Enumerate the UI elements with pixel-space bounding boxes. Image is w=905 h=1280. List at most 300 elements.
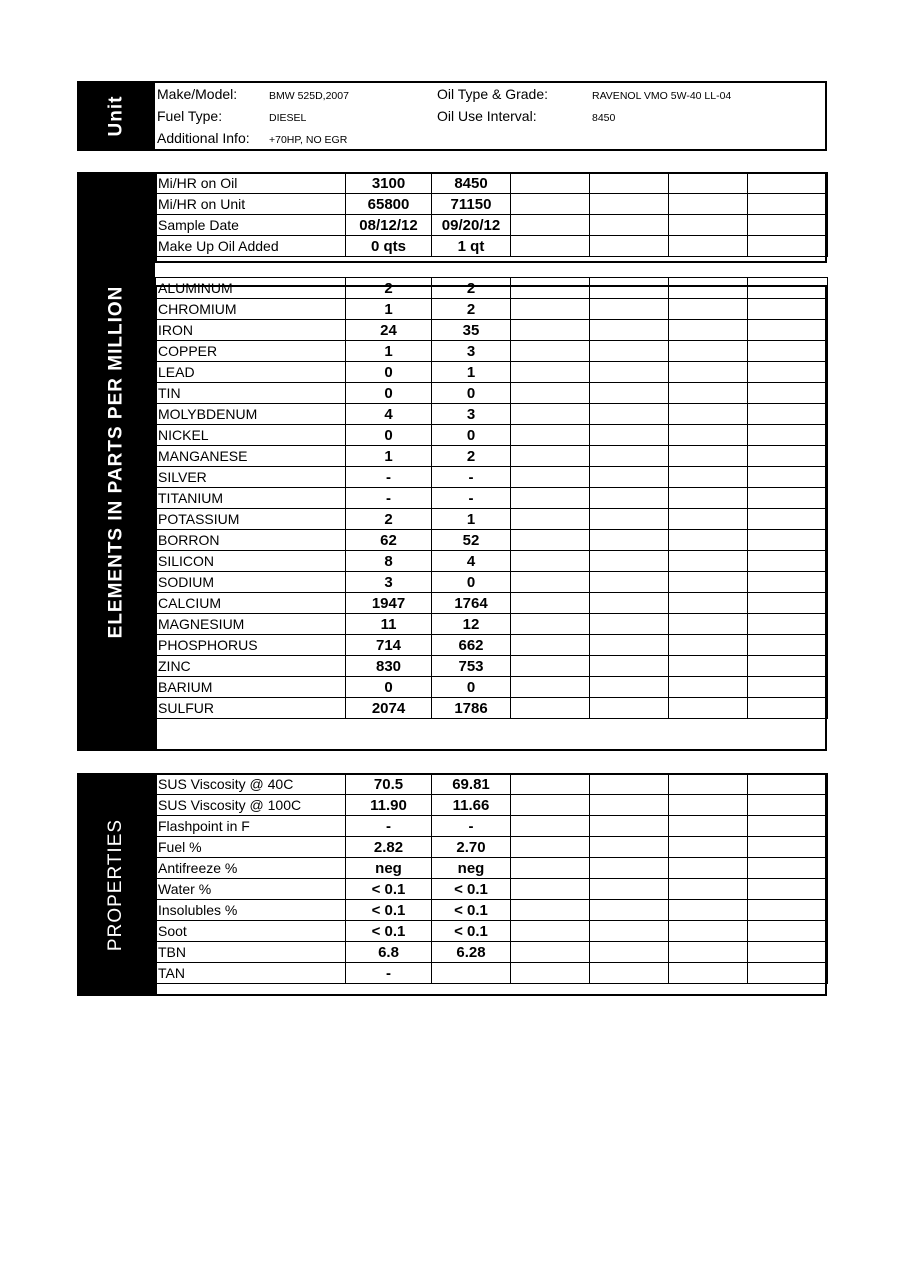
sample-value-4 <box>590 795 669 816</box>
sample-value-2: 1 <box>432 362 511 383</box>
row-label: CALCIUM <box>156 593 346 614</box>
property-row <box>156 837 828 858</box>
sample-value-2: 1 <box>432 509 511 530</box>
row-label: BORRON <box>156 530 346 551</box>
sample-value-6 <box>748 900 828 921</box>
sample-value-1: neg <box>346 858 432 879</box>
sample-value-5 <box>669 774 748 795</box>
sample-value-5 <box>669 509 748 530</box>
sample-value-2: 3 <box>432 404 511 425</box>
sample-value-4 <box>590 425 669 446</box>
row-label: SUS Viscosity @ 100C <box>156 795 346 816</box>
element-row <box>156 488 828 509</box>
row-label: ALUMINUM <box>156 278 346 299</box>
property-row <box>156 858 828 879</box>
row-label: Insolubles % <box>156 900 346 921</box>
sample-value-4 <box>590 698 669 719</box>
sample-value-5 <box>669 341 748 362</box>
row-label: TITANIUM <box>156 488 346 509</box>
row-label: Sample Date <box>156 215 346 236</box>
sample-value-1: 65800 <box>346 194 432 215</box>
sample-value-4 <box>590 299 669 320</box>
sample-value-1: 0 <box>346 425 432 446</box>
sample-value-4 <box>590 467 669 488</box>
sample-value-6 <box>748 677 828 698</box>
sample-value-5 <box>669 278 748 299</box>
row-label: NICKEL <box>156 425 346 446</box>
sample-value-6 <box>748 446 828 467</box>
spacer-cell <box>156 257 828 278</box>
sample-value-2: 0 <box>432 572 511 593</box>
sample-value-2: 4 <box>432 551 511 572</box>
sample-value-3 <box>511 530 590 551</box>
sample-value-2: 69.81 <box>432 774 511 795</box>
element-row <box>156 593 828 614</box>
sample-value-5 <box>669 446 748 467</box>
sample-value-1: - <box>346 816 432 837</box>
sample-value-3 <box>511 362 590 383</box>
sample-value-5 <box>669 858 748 879</box>
sample-value-2: 2 <box>432 446 511 467</box>
sample-value-4 <box>590 656 669 677</box>
sample-value-2: 71150 <box>432 194 511 215</box>
sample-value-6 <box>748 383 828 404</box>
element-row <box>156 383 828 404</box>
sample-value-6 <box>748 530 828 551</box>
sample-value-4 <box>590 837 669 858</box>
sample-value-4 <box>590 879 669 900</box>
sample-value-5 <box>669 879 748 900</box>
sample-value-5 <box>669 236 748 257</box>
sample-value-4 <box>590 572 669 593</box>
sample-value-1: 0 <box>346 677 432 698</box>
sample-value-2: neg <box>432 858 511 879</box>
sample-value-3 <box>511 488 590 509</box>
sample-value-3 <box>511 614 590 635</box>
sample-value-4 <box>590 194 669 215</box>
row-label: BARIUM <box>156 677 346 698</box>
row-label: Mi/HR on Unit <box>156 194 346 215</box>
sample-value-3 <box>511 816 590 837</box>
sample-value-4 <box>590 488 669 509</box>
property-row <box>156 942 828 963</box>
sample-value-5 <box>669 320 748 341</box>
sample-value-3 <box>511 795 590 816</box>
sample-value-5 <box>669 698 748 719</box>
sample-value-2: 0 <box>432 383 511 404</box>
element-row <box>156 509 828 530</box>
sample-value-6 <box>748 837 828 858</box>
sample-value-3 <box>511 963 590 984</box>
row-label: Antifreeze % <box>156 858 346 879</box>
sample-value-5 <box>669 963 748 984</box>
sample-value-5 <box>669 795 748 816</box>
row-label: MOLYBDENUM <box>156 404 346 425</box>
row-label: SILICON <box>156 551 346 572</box>
property-row <box>156 879 828 900</box>
sample-value-5 <box>669 173 748 194</box>
sample-info-row <box>156 215 828 236</box>
sample-value-5 <box>669 656 748 677</box>
sample-value-6 <box>748 299 828 320</box>
sample-value-1: 62 <box>346 530 432 551</box>
sample-value-6 <box>748 362 828 383</box>
sample-value-3 <box>511 173 590 194</box>
sample-value-1: 2 <box>346 278 432 299</box>
sample-value-3 <box>511 215 590 236</box>
additional-info-value: +70HP, NO EGR <box>269 134 348 146</box>
sample-value-5 <box>669 488 748 509</box>
sample-value-5 <box>669 593 748 614</box>
sample-value-5 <box>669 816 748 837</box>
row-label: Flashpoint in F <box>156 816 346 837</box>
sample-value-1: 08/12/12 <box>346 215 432 236</box>
sample-value-6 <box>748 795 828 816</box>
sample-value-6 <box>748 425 828 446</box>
sample-value-2: 0 <box>432 677 511 698</box>
sample-value-3 <box>511 635 590 656</box>
sample-value-4 <box>590 383 669 404</box>
property-row <box>156 816 828 837</box>
additional-info-label: Additional Info: <box>157 130 250 146</box>
sample-value-5 <box>669 635 748 656</box>
sample-value-3 <box>511 942 590 963</box>
sample-value-6 <box>748 858 828 879</box>
row-label: SODIUM <box>156 572 346 593</box>
sample-value-1: - <box>346 467 432 488</box>
row-label: PHOSPHORUS <box>156 635 346 656</box>
row-label: Mi/HR on Oil <box>156 173 346 194</box>
sample-value-2: 8450 <box>432 173 511 194</box>
sample-value-1: 24 <box>346 320 432 341</box>
sample-value-5 <box>669 677 748 698</box>
property-row <box>156 921 828 942</box>
unit-info-panel <box>155 81 827 151</box>
sample-value-4 <box>590 446 669 467</box>
sample-value-3 <box>511 774 590 795</box>
sample-value-4 <box>590 942 669 963</box>
sample-value-3 <box>511 341 590 362</box>
sample-value-4 <box>590 341 669 362</box>
elements-table <box>155 172 828 719</box>
properties-side-label: PROPERTIES <box>77 773 155 996</box>
sample-value-3 <box>511 677 590 698</box>
sample-value-5 <box>669 837 748 858</box>
property-row <box>156 795 828 816</box>
element-row <box>156 467 828 488</box>
sample-value-5 <box>669 215 748 236</box>
sample-value-1: 0 <box>346 362 432 383</box>
element-row <box>156 425 828 446</box>
sample-value-3 <box>511 921 590 942</box>
unit-side-label: Unit <box>77 81 155 151</box>
sample-value-2: - <box>432 816 511 837</box>
sample-value-1: 3 <box>346 572 432 593</box>
sample-value-3 <box>511 236 590 257</box>
sample-value-4 <box>590 593 669 614</box>
sample-value-6 <box>748 551 828 572</box>
sample-value-4 <box>590 278 669 299</box>
sample-value-2: 3 <box>432 341 511 362</box>
element-row <box>156 446 828 467</box>
sample-value-2: < 0.1 <box>432 921 511 942</box>
element-row <box>156 320 828 341</box>
sample-value-6 <box>748 320 828 341</box>
element-row <box>156 362 828 383</box>
row-label: TIN <box>156 383 346 404</box>
sample-value-5 <box>669 362 748 383</box>
sample-value-6 <box>748 921 828 942</box>
property-row <box>156 774 828 795</box>
sample-value-6 <box>748 173 828 194</box>
sample-value-5 <box>669 425 748 446</box>
sample-value-1: 1 <box>346 341 432 362</box>
row-label: SULFUR <box>156 698 346 719</box>
property-row <box>156 900 828 921</box>
sample-value-4 <box>590 635 669 656</box>
sample-value-3 <box>511 467 590 488</box>
sample-value-3 <box>511 900 590 921</box>
oil-type-label: Oil Type & Grade: <box>437 86 549 102</box>
row-label: POTASSIUM <box>156 509 346 530</box>
sample-value-6 <box>748 963 828 984</box>
sample-value-1: 1 <box>346 446 432 467</box>
sample-value-6 <box>748 341 828 362</box>
fuel-type-value: DIESEL <box>269 112 307 124</box>
sample-value-6 <box>748 879 828 900</box>
row-label: CHROMIUM <box>156 299 346 320</box>
sample-value-1: 2074 <box>346 698 432 719</box>
sample-value-4 <box>590 816 669 837</box>
sample-value-3 <box>511 656 590 677</box>
element-row <box>156 656 828 677</box>
sample-value-4 <box>590 236 669 257</box>
oil-type-value: RAVENOL VMO 5W-40 LL-04 <box>592 90 732 102</box>
sample-value-6 <box>748 774 828 795</box>
sample-value-1: 6.8 <box>346 942 432 963</box>
sample-value-2: 2 <box>432 299 511 320</box>
sample-value-2 <box>432 963 511 984</box>
sample-value-4 <box>590 173 669 194</box>
sample-value-2: 12 <box>432 614 511 635</box>
element-row <box>156 341 828 362</box>
sample-value-3 <box>511 320 590 341</box>
sample-value-6 <box>748 236 828 257</box>
properties-table <box>155 773 828 984</box>
sample-value-2: 35 <box>432 320 511 341</box>
sample-value-2: 662 <box>432 635 511 656</box>
sample-value-6 <box>748 194 828 215</box>
sample-value-6 <box>748 942 828 963</box>
sample-value-4 <box>590 530 669 551</box>
element-row <box>156 614 828 635</box>
sample-value-6 <box>748 278 828 299</box>
row-label: MANGANESE <box>156 446 346 467</box>
sample-value-3 <box>511 278 590 299</box>
sample-value-5 <box>669 194 748 215</box>
sample-value-1: 4 <box>346 404 432 425</box>
sample-value-2: 1 qt <box>432 236 511 257</box>
sample-value-2: 52 <box>432 530 511 551</box>
sample-value-2: 1764 <box>432 593 511 614</box>
oil-use-interval-value: 8450 <box>592 112 616 124</box>
sample-value-1: - <box>346 963 432 984</box>
sample-value-2: - <box>432 488 511 509</box>
sample-value-1: 70.5 <box>346 774 432 795</box>
sample-value-6 <box>748 467 828 488</box>
sample-value-4 <box>590 900 669 921</box>
sample-value-5 <box>669 551 748 572</box>
elements-section <box>77 172 827 751</box>
sample-value-2: - <box>432 467 511 488</box>
sample-value-1: 8 <box>346 551 432 572</box>
element-row <box>156 677 828 698</box>
element-row <box>156 551 828 572</box>
sample-value-2: < 0.1 <box>432 879 511 900</box>
sample-value-3 <box>511 551 590 572</box>
row-label: SILVER <box>156 467 346 488</box>
sample-value-3 <box>511 299 590 320</box>
sample-value-1: 0 qts <box>346 236 432 257</box>
sample-value-1: 714 <box>346 635 432 656</box>
element-row <box>156 635 828 656</box>
sample-value-4 <box>590 215 669 236</box>
sample-value-4 <box>590 320 669 341</box>
sample-value-4 <box>590 404 669 425</box>
sample-value-3 <box>511 509 590 530</box>
element-row <box>156 278 828 299</box>
row-label: TBN <box>156 942 346 963</box>
sample-value-6 <box>748 509 828 530</box>
sample-value-5 <box>669 572 748 593</box>
sample-value-1: < 0.1 <box>346 879 432 900</box>
elements-side-label: ELEMENTS IN PARTS PER MILLION <box>77 172 155 751</box>
row-label: LEAD <box>156 362 346 383</box>
row-label: SUS Viscosity @ 40C <box>156 774 346 795</box>
row-label: IRON <box>156 320 346 341</box>
sample-info-row <box>156 194 828 215</box>
sample-value-1: 2 <box>346 509 432 530</box>
sample-value-2: 11.66 <box>432 795 511 816</box>
sample-value-4 <box>590 509 669 530</box>
row-label: Soot <box>156 921 346 942</box>
sample-value-1: 0 <box>346 383 432 404</box>
sample-value-6 <box>748 635 828 656</box>
sample-value-3 <box>511 425 590 446</box>
sample-value-2: 2 <box>432 278 511 299</box>
sample-value-3 <box>511 404 590 425</box>
sample-value-2: 0 <box>432 425 511 446</box>
sample-value-5 <box>669 467 748 488</box>
row-label: Water % <box>156 879 346 900</box>
row-label: TAN <box>156 963 346 984</box>
sample-value-6 <box>748 816 828 837</box>
sample-value-6 <box>748 698 828 719</box>
sample-value-4 <box>590 551 669 572</box>
sample-value-6 <box>748 656 828 677</box>
row-label: COPPER <box>156 341 346 362</box>
row-label: MAGNESIUM <box>156 614 346 635</box>
sample-value-4 <box>590 677 669 698</box>
sample-value-3 <box>511 698 590 719</box>
sample-value-2: 6.28 <box>432 942 511 963</box>
make-model-label: Make/Model: <box>157 86 238 102</box>
sample-value-1: < 0.1 <box>346 900 432 921</box>
fuel-type-label: Fuel Type: <box>157 108 223 124</box>
sample-value-4 <box>590 921 669 942</box>
sample-value-4 <box>590 963 669 984</box>
unit-section <box>77 81 827 151</box>
element-row <box>156 572 828 593</box>
sample-info-row <box>156 173 828 194</box>
element-row <box>156 404 828 425</box>
sample-value-6 <box>748 488 828 509</box>
row-label: Make Up Oil Added <box>156 236 346 257</box>
sample-value-6 <box>748 404 828 425</box>
sample-value-5 <box>669 383 748 404</box>
sample-value-3 <box>511 593 590 614</box>
sample-value-4 <box>590 858 669 879</box>
sample-value-3 <box>511 879 590 900</box>
sample-value-4 <box>590 362 669 383</box>
sample-value-3 <box>511 858 590 879</box>
row-label: Fuel % <box>156 837 346 858</box>
sample-value-4 <box>590 614 669 635</box>
sample-value-3 <box>511 194 590 215</box>
element-row <box>156 530 828 551</box>
sample-value-1: 11.90 <box>346 795 432 816</box>
sample-value-5 <box>669 900 748 921</box>
sample-value-3 <box>511 572 590 593</box>
sample-value-4 <box>590 774 669 795</box>
sample-value-3 <box>511 383 590 404</box>
sample-value-6 <box>748 215 828 236</box>
sample-value-5 <box>669 299 748 320</box>
section-spacer <box>156 257 828 278</box>
sample-value-6 <box>748 614 828 635</box>
sample-value-2: 753 <box>432 656 511 677</box>
sample-value-1: 1947 <box>346 593 432 614</box>
sample-value-2: 1786 <box>432 698 511 719</box>
row-label: ZINC <box>156 656 346 677</box>
sample-value-1: 2.82 <box>346 837 432 858</box>
sample-value-1: < 0.1 <box>346 921 432 942</box>
sample-value-3 <box>511 446 590 467</box>
sample-value-1: 11 <box>346 614 432 635</box>
sample-value-1: 830 <box>346 656 432 677</box>
make-model-value: BMW 525D,2007 <box>269 90 349 102</box>
sample-value-2: < 0.1 <box>432 900 511 921</box>
sample-value-2: 09/20/12 <box>432 215 511 236</box>
sample-value-5 <box>669 614 748 635</box>
sample-value-1: - <box>346 488 432 509</box>
sample-value-3 <box>511 837 590 858</box>
properties-section <box>77 773 827 996</box>
sample-value-5 <box>669 530 748 551</box>
oil-use-interval-label: Oil Use Interval: <box>437 108 537 124</box>
property-row <box>156 963 828 984</box>
element-row <box>156 299 828 320</box>
sample-value-5 <box>669 404 748 425</box>
sample-info-row <box>156 236 828 257</box>
sample-value-1: 1 <box>346 299 432 320</box>
sample-value-5 <box>669 942 748 963</box>
sample-value-6 <box>748 572 828 593</box>
element-row <box>156 698 828 719</box>
sample-value-6 <box>748 593 828 614</box>
sample-value-1: 3100 <box>346 173 432 194</box>
sample-value-5 <box>669 921 748 942</box>
